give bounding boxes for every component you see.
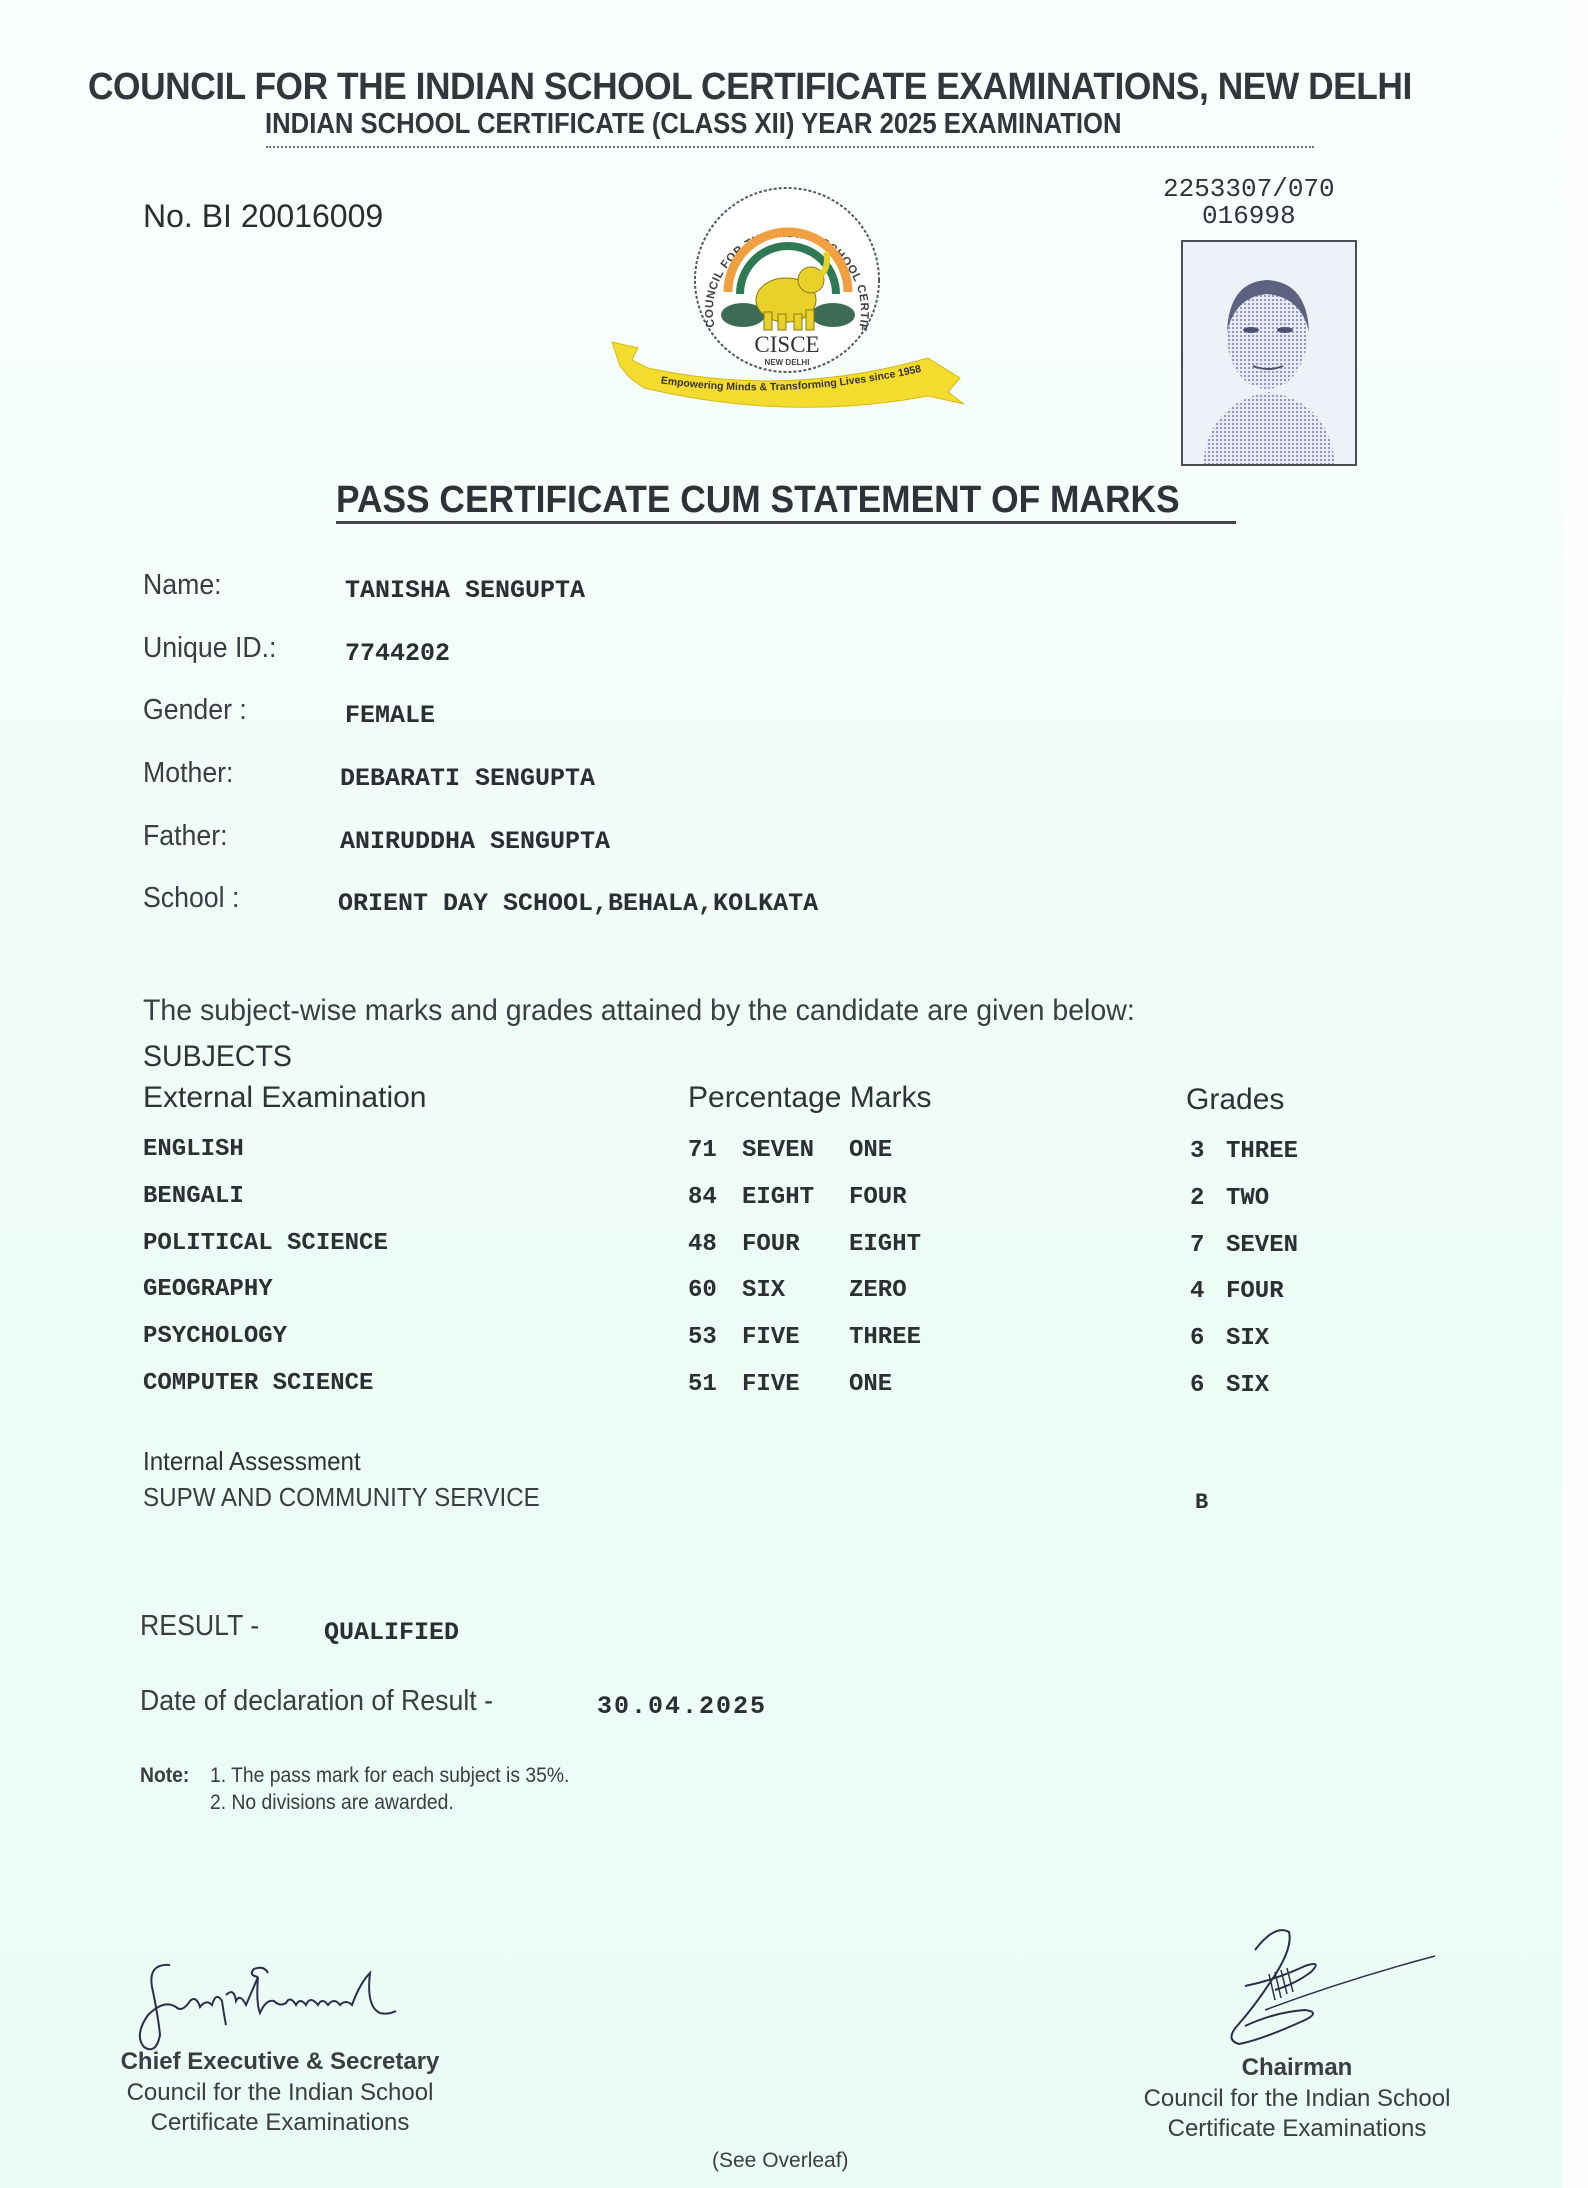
logo-tagline: Empowering Minds & Transforming Lives since 1958 [660, 362, 923, 394]
signature-chairman-icon [1215, 1920, 1445, 2050]
certificate-number: No. BI 20016009 [143, 198, 384, 234]
see-overleaf-note: (See Overleaf) [712, 2149, 849, 2172]
subject-grade-words: THREE [1226, 1138, 1299, 1165]
subject-grade: 2 [1190, 1185, 1205, 1212]
subject-marks: 71 [688, 1137, 717, 1164]
marks-intro: The subject-wise marks and grades attained by the candidate are given below: [143, 994, 1135, 1027]
result-label: RESULT - [140, 1610, 260, 1642]
chief-executive-block [102, 2048, 458, 2138]
chief-executive-org-line-2: Certificate Examinations [150, 2109, 410, 2136]
subject-name: GEOGRAPHY [143, 1276, 273, 1303]
logo-ring-text: COUNCIL FOR THE INDIAN SCHOOL CERTIF [703, 228, 871, 333]
scan-edge [1562, 0, 1588, 2188]
chairman-block [1122, 2054, 1472, 2144]
subject-name: ENGLISH [143, 1136, 244, 1163]
label-name: Name: [143, 569, 222, 601]
column-external-examination: External Examination [143, 1081, 427, 1114]
subject-grade-words: SIX [1226, 1325, 1270, 1352]
declaration-date: 30.04.2025 [597, 1692, 768, 1721]
cisce-seal-icon [608, 182, 968, 414]
chief-executive-signature [130, 1955, 430, 2055]
internal-assessment-subject: SUPW AND COMMUNITY SERVICE [143, 1482, 540, 1512]
declaration-label: Date of declaration of Result - [140, 1685, 493, 1717]
subject-marks: 48 [688, 1231, 717, 1258]
subject-grade: 3 [1190, 1138, 1205, 1165]
subject-grade: 6 [1190, 1372, 1205, 1399]
chairman-signature [1215, 1920, 1445, 2050]
chairman-org-line-2: Certificate Examinations [1167, 2115, 1427, 2142]
subject-marks: 53 [688, 1324, 717, 1351]
subject-marks-words-1: FIVE [742, 1324, 800, 1351]
logo-city: NEW DELHI [764, 358, 810, 367]
subject-grade: 7 [1190, 1232, 1205, 1259]
serial-line-1: 2253307/070 [1163, 174, 1335, 204]
subject-marks-words-2: FOUR [849, 1184, 907, 1211]
subject-marks-words-2: EIGHT [849, 1231, 922, 1258]
logo-acronym: CISCE [754, 332, 820, 357]
chief-executive-title: Chief Executive & Secretary [120, 2048, 440, 2075]
candidate-portrait-icon [1183, 242, 1355, 464]
value-name: TANISHA SENGUPTA [345, 576, 586, 605]
title-underline [336, 521, 1236, 524]
subject-marks-words-2: ZERO [849, 1277, 907, 1304]
subject-grade: 6 [1190, 1325, 1205, 1352]
subject-marks-words-1: EIGHT [742, 1184, 815, 1211]
label-school: School : [143, 882, 240, 914]
subjects-heading: SUBJECTS [143, 1040, 292, 1073]
chairman-org-line-1: Council for the Indian School [1143, 2085, 1451, 2112]
value-mother: DEBARATI SENGUPTA [340, 764, 596, 793]
exam-heading: INDIAN SCHOOL CERTIFICATE (CLASS XII) YEAR 2025 EXAMINATION [265, 108, 1122, 140]
value-gender: FEMALE [345, 701, 436, 730]
chairman-title: Chairman [1241, 2054, 1353, 2081]
subject-marks: 84 [688, 1184, 717, 1211]
subject-marks: 60 [688, 1277, 717, 1304]
column-grades: Grades [1186, 1083, 1285, 1116]
subject-name: BENGALI [143, 1183, 244, 1210]
subject-marks-words-1: SEVEN [742, 1137, 815, 1164]
column-percentage-marks: Percentage Marks [688, 1081, 932, 1114]
internal-assessment-heading: Internal Assessment [143, 1446, 361, 1476]
note-label: Note: [140, 1764, 190, 1787]
candidate-photo [1181, 240, 1357, 466]
label-father: Father: [143, 820, 228, 852]
signature-joseph-emmanuel-icon [130, 1955, 430, 2055]
label-unique-id: Unique ID.: [143, 632, 277, 664]
subject-grade-words: FOUR [1226, 1278, 1284, 1305]
header-divider [266, 146, 1314, 148]
subject-name: PSYCHOLOGY [143, 1323, 288, 1350]
label-gender: Gender : [143, 694, 247, 726]
cisce-logo [608, 182, 968, 414]
subject-name: COMPUTER SCIENCE [143, 1370, 374, 1397]
result-value: QUALIFIED [324, 1618, 460, 1647]
subject-grade: 4 [1190, 1278, 1205, 1305]
subject-marks: 51 [688, 1371, 717, 1398]
subject-marks-words-2: THREE [849, 1324, 922, 1351]
serial-line-2: 016998 [1202, 201, 1296, 231]
value-father: ANIRUDDHA SENGUPTA [340, 827, 611, 856]
subject-marks-words-2: ONE [849, 1371, 893, 1398]
serial-number [1163, 176, 1335, 230]
subject-grade-words: SEVEN [1226, 1232, 1299, 1259]
label-mother: Mother: [143, 757, 234, 789]
document-title: PASS CERTIFICATE CUM STATEMENT OF MARKS [336, 479, 1180, 521]
subject-marks-words-1: SIX [742, 1277, 786, 1304]
subject-grade-words: SIX [1226, 1372, 1270, 1399]
chief-executive-org-line-1: Council for the Indian School [126, 2079, 434, 2106]
subject-marks-words-1: FOUR [742, 1231, 800, 1258]
value-school: ORIENT DAY SCHOOL,BEHALA,KOLKATA [338, 889, 819, 918]
value-unique-id: 7744202 [345, 639, 451, 668]
subject-grade-words: TWO [1226, 1185, 1270, 1212]
note-item-1: 1. The pass mark for each subject is 35%. [210, 1764, 570, 1787]
subject-marks-words-2: ONE [849, 1137, 893, 1164]
note-item-2: 2. No divisions are awarded. [210, 1791, 454, 1814]
internal-assessment-grade: B [1195, 1490, 1209, 1515]
council-heading: COUNCIL FOR THE INDIAN SCHOOL CERTIFICATE EXAMINATIONS, NEW DELHI [88, 66, 1412, 108]
subject-marks-words-1: FIVE [742, 1371, 800, 1398]
subject-name: POLITICAL SCIENCE [143, 1230, 388, 1257]
